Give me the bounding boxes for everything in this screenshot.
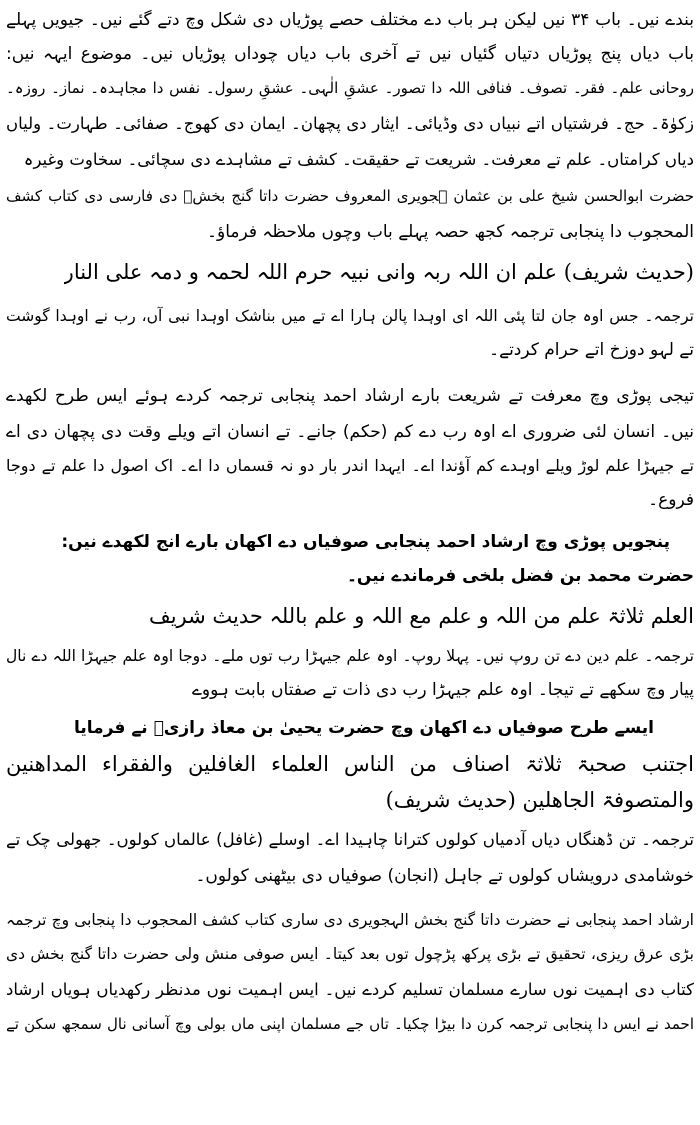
text-line: تے لہو دوزخ اتے حرام کردتے۔ (489, 340, 694, 360)
text-line: احمد نے ایس دا پنجابی ترجمہ کرن دا بیڑا چکیا۔ تاں جے مسلمان اپنی ماں بولی وچ آسانی نال سمجھ سکن تے (6, 1015, 694, 1033)
text-line: پیار وچ سکھے تے تیجا۔ اوہ علم جیہڑا رب دی ذات تے صفتاں بابت ہووے (191, 680, 694, 700)
text-line: حضرت ابوالحسن شیخ علی بن عثمان ہجویری المعروف حضرت داتا گنج بخشؒ دی فارسی دی کتاب کشف (6, 187, 694, 205)
text-line: پنجویں پوڑی وچ ارشاد احمد پنجابی صوفیاں دے اکھان بارے انج لکھدے نیں: (61, 532, 670, 552)
hadith-line: والمتصوفۃ الجاھلین (حدیث شریف) (385, 788, 694, 812)
text-line: المحجوب دا پنجابی ترجمہ کجھ حصہ پہلے باب وچوں ملاحظہ فرماؤ۔ (207, 222, 694, 242)
text-line: بڑی عرق ریزی، تحقیق تے بڑی پرکھ پڑچول توں بعد کیتا۔ ایس صوفی منش ولی حضرت داتا گنج بخش دی (6, 945, 694, 963)
text-line: ارشاد احمد پنجابی نے حضرت داتا گنج بخش الہجویری دی ساری کتاب کشف المحجوب دا پنجابی وچ ترجمہ (6, 911, 694, 929)
document-page (6, 4, 694, 1121)
text-line: نیں۔ انسان لئی ضروری اے اوہ رب دے کم (حکم) جانے۔ تے انسان اتے ویلے وقت دی پچھان دی اے (6, 422, 694, 442)
text-line: روحانی علم۔ فقر۔ تصوف۔ فنافی اللہ دا تصور۔ عشقِ الٰہی۔ عشقِ رسول۔ نفس دا مجاہدہ۔ نماز۔ روزہ۔ (6, 79, 694, 97)
text-line: خوشامدی درویشاں کولوں تے جاہل (انجان) صوفیاں دی بیٹھنی کولوں۔ (195, 866, 694, 886)
text-line: ایسے طرح صوفیاں دے اکھان وچ حضرت یحییٰ بن معاذ رازیؒ نے فرمایا (74, 718, 654, 738)
hadith-line: اجتنب صحبۃ ثلاثۃ اصناف من الناس العلماء الغافلین والفقراء المداھنین (6, 752, 694, 776)
text-line: زکوٰۃ۔ حج۔ فرشتیاں اتے نبیاں دی وڈیائی۔ ایثار دی پچھان۔ ایمان دی کھوج۔ صفائی۔ طہارت۔ ولیاں (6, 114, 694, 133)
text-line: ترجمہ۔ علم دین دے تن روپ نیں۔ پہلا روپ۔ اوہ علم جیہڑا رب توں ملے۔ دوجا اوہ علم جیہڑا اللہ دے نال (6, 647, 694, 665)
text-line: فروع۔ (648, 490, 694, 510)
hadith-line: العلم ثلاثۃ علم من اللہ و علم مع اللہ و علم باللہ حدیث شریف (148, 604, 694, 628)
text-line: بندے نیں۔ باب ۳۴ نیں لیکن ہر باب دے مختلف حصے پوڑیاں دی شکل وچ دتے گئے نیں۔ جیویں پہلے (6, 10, 694, 30)
text-line: حضرت محمد بن فضل بلخی فرماندے نیں۔ (346, 566, 694, 586)
text-line: ترجمہ۔ تن ڈھنگاں دیاں آدمیاں کولوں کترانا چاہیدا اے۔ اوسلے (غافل) عالماں کولوں۔ جھولی چک تے (6, 830, 694, 849)
text-line: کتاب دی اہمیت نوں سارے مسلمان تسلیم کردے نیں۔ ایس اہمیت نوں مدنظر رکھدیاں ہویاں ارشاد (6, 980, 694, 999)
text-line: ترجمہ۔ جس اوہ جان لتا پئی اللہ ای اوہدا پالن ہارا اے تے میں بناشک اوہدا نبی آں، رب نے اوہدا گوشت (6, 307, 694, 325)
text-line: باب دیاں پنج پوڑیاں دتیاں گئیاں نیں تے آخری باب دیاں چوداں پوڑیاں نیں۔ موضوع ایہہ نیں: (6, 44, 694, 64)
hadith-line: (حدیث شریف) علم ان اللہ ربہ وانی نبیہ حرم اللہ لحمہ و دمہ علی النار (63, 260, 694, 284)
text-line: تیجی پوڑی وچ معرفت تے شریعت بارے ارشاد احمد پنجابی ترجمہ کردے ہوئے ایس طرح لکھدے (6, 386, 694, 406)
text-line: دیاں کرامتاں۔ علم تے معرفت۔ شریعت تے حقیقت۔ کشف تے مشاہدے دی سچائی۔ سخاوت وغیرہ (23, 150, 694, 169)
text-line: تے جیہڑا علم لوڑ ویلے اوہدے کم آؤندا اے۔ ایہدا اندر بار دو نہ قسماں دا اے۔ اک اصول دا علم تے دوجا (6, 456, 694, 475)
